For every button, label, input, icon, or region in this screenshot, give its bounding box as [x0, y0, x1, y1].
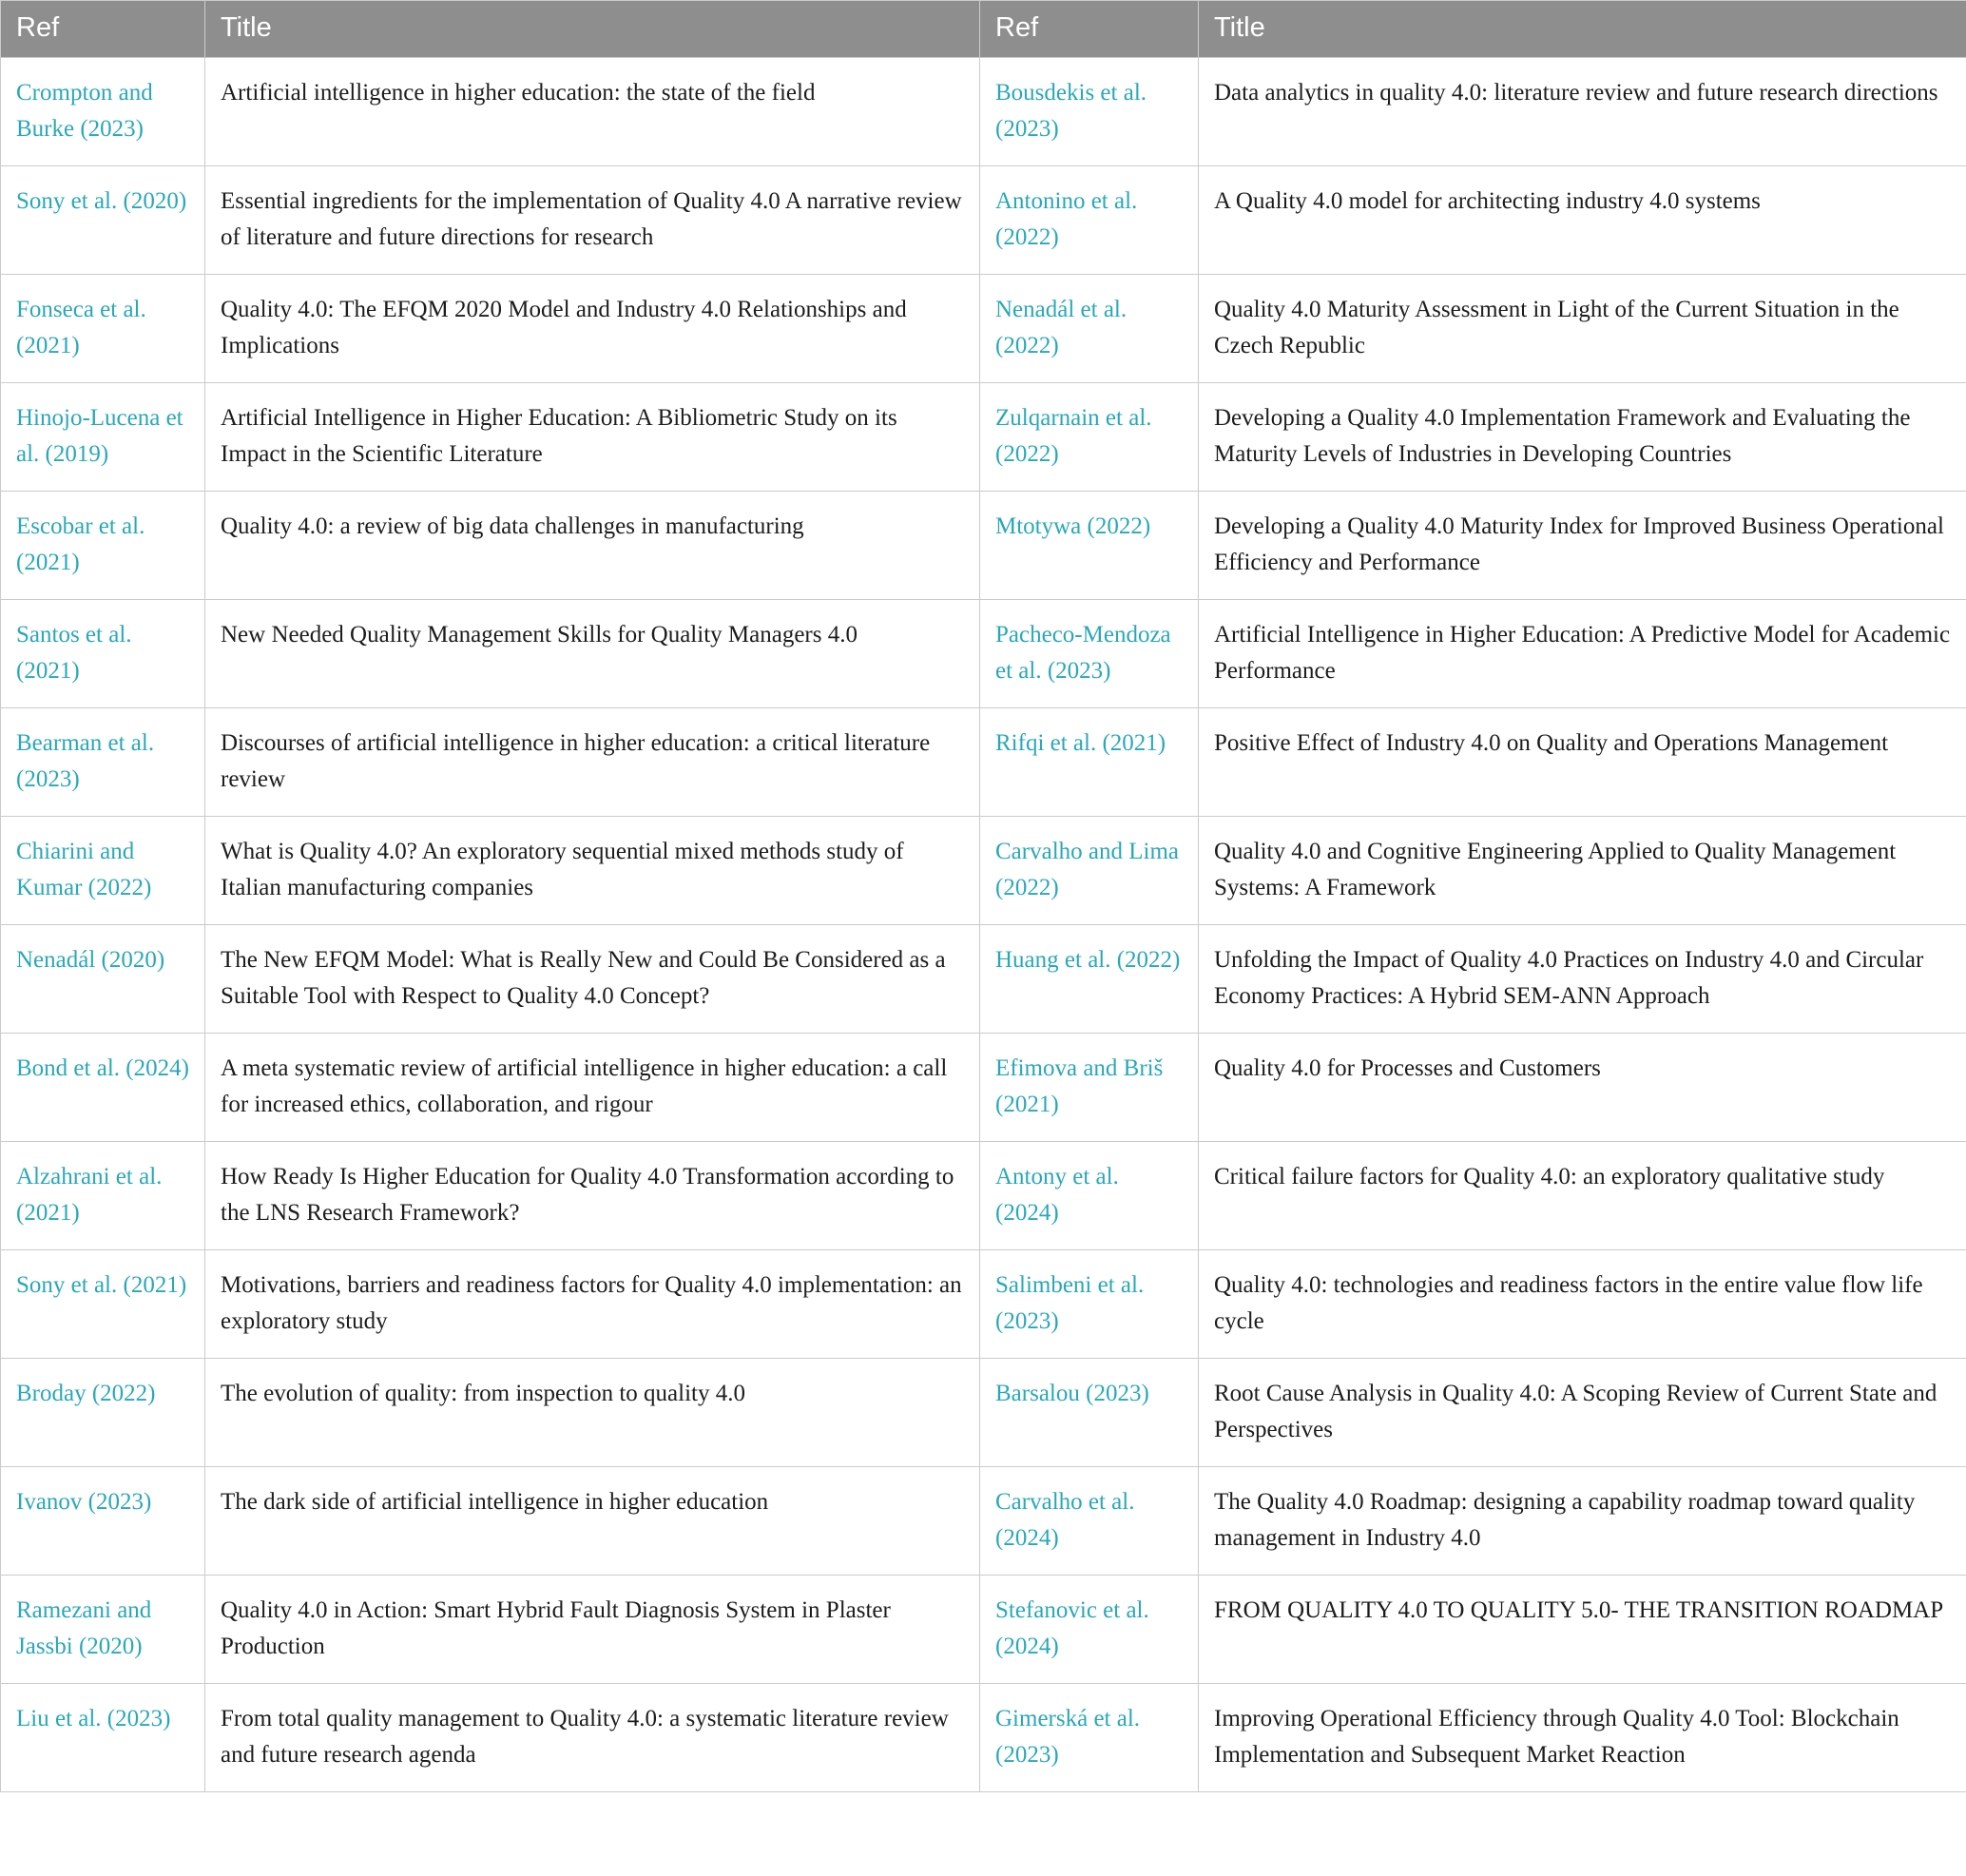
table-row — [1, 58, 1966, 166]
table-row — [1, 1576, 1966, 1684]
reference-link[interactable]: Nenadál (2020) — [16, 947, 165, 973]
ref-cell — [1, 1142, 205, 1250]
title-cell: Discourses of artificial intelligence in higher education: a critical literature review — [205, 708, 980, 817]
reference-link[interactable]: Ramezani and Jassbi (2020) — [16, 1597, 152, 1659]
title-cell: Artificial Intelligence in Higher Education: A Bibliometric Study on its Impact in the Scientific Literature — [205, 383, 980, 492]
reference-link[interactable]: Bond et al. (2024) — [16, 1055, 189, 1081]
reference-link[interactable]: Mtotywa (2022) — [995, 513, 1151, 539]
reference-link[interactable]: Broday (2022) — [16, 1381, 156, 1406]
ref-cell — [980, 1576, 1199, 1684]
table-row — [1, 1467, 1966, 1576]
ref-cell — [1, 1467, 205, 1576]
table-row — [1, 492, 1966, 600]
ref-cell — [980, 1250, 1199, 1359]
reference-link[interactable]: Chiarini and Kumar (2022) — [16, 839, 152, 900]
ref-cell — [1, 383, 205, 492]
ref-cell — [1, 1576, 205, 1684]
title-cell: Motivations, barriers and readiness factors for Quality 4.0 implementation: an exploratory study — [205, 1250, 980, 1359]
table-row — [1, 817, 1966, 925]
ref-cell — [1, 708, 205, 817]
title-cell: From total quality management to Quality 4.0: a systematic literature review and future research agenda — [205, 1684, 980, 1792]
ref-cell — [980, 166, 1199, 275]
title-cell: The dark side of artificial intelligence in higher education — [205, 1467, 980, 1576]
reference-link[interactable]: Liu et al. (2023) — [16, 1706, 171, 1731]
title-cell: Positive Effect of Industry 4.0 on Quality and Operations Management — [1199, 708, 1966, 817]
reference-link[interactable]: Sony et al. (2021) — [16, 1272, 187, 1298]
ref-cell — [1, 492, 205, 600]
title-cell: Quality 4.0: a review of big data challenges in manufacturing — [205, 492, 980, 600]
reference-link[interactable]: Carvalho et al. (2024) — [995, 1489, 1135, 1551]
table-body — [1, 58, 1966, 1792]
ref-cell — [1, 275, 205, 383]
ref-cell — [980, 383, 1199, 492]
table-row — [1, 1034, 1966, 1142]
reference-link[interactable]: Nenadál et al. (2022) — [995, 297, 1128, 358]
reference-link[interactable]: Bearman et al. (2023) — [16, 730, 155, 792]
column-header-title-left: Title — [205, 1, 980, 58]
table-row — [1, 925, 1966, 1034]
header-row — [1, 1, 1966, 58]
ref-cell — [980, 275, 1199, 383]
title-cell: A Quality 4.0 model for architecting industry 4.0 systems — [1199, 166, 1966, 275]
title-cell: Quality 4.0 in Action: Smart Hybrid Fault Diagnosis System in Plaster Production — [205, 1576, 980, 1684]
title-cell: Artificial intelligence in higher education: the state of the field — [205, 58, 980, 166]
reference-link[interactable]: Pacheco-Mendoza et al. (2023) — [995, 622, 1171, 684]
column-header-ref-left: Ref — [1, 1, 205, 58]
ref-cell — [980, 58, 1199, 166]
table-row — [1, 600, 1966, 708]
table-row — [1, 1142, 1966, 1250]
ref-cell — [980, 1467, 1199, 1576]
ref-cell — [1, 1034, 205, 1142]
title-cell: Improving Operational Efficiency through Quality 4.0 Tool: Blockchain Implementation and Subsequent Market Reaction — [1199, 1684, 1966, 1792]
title-cell: Quality 4.0: The EFQM 2020 Model and Industry 4.0 Relationships and Implications — [205, 275, 980, 383]
ref-cell — [980, 600, 1199, 708]
ref-cell — [1, 600, 205, 708]
ref-cell — [1, 925, 205, 1034]
reference-link[interactable]: Huang et al. (2022) — [995, 947, 1181, 973]
title-cell: Essential ingredients for the implementation of Quality 4.0 A narrative review of literature and future directions for research — [205, 166, 980, 275]
title-cell: A meta systematic review of artificial intelligence in higher education: a call for increased ethics, collaboration, and rigour — [205, 1034, 980, 1142]
reference-link[interactable]: Santos et al. (2021) — [16, 622, 132, 684]
ref-cell — [1, 1359, 205, 1467]
title-cell: Unfolding the Impact of Quality 4.0 Practices on Industry 4.0 and Circular Economy Practices: A Hybrid SEM-ANN Approach — [1199, 925, 1966, 1034]
reference-link[interactable]: Escobar et al. (2021) — [16, 513, 145, 575]
title-cell: Data analytics in quality 4.0: literature review and future research directions — [1199, 58, 1966, 166]
reference-link[interactable]: Antonino et al. (2022) — [995, 188, 1138, 250]
reference-link[interactable]: Sony et al. (2020) — [16, 188, 187, 214]
table-row — [1, 1359, 1966, 1467]
reference-link[interactable]: Zulqarnain et al. (2022) — [995, 405, 1152, 467]
title-cell: Developing a Quality 4.0 Implementation Framework and Evaluating the Maturity Levels of Industries in Developing Countries — [1199, 383, 1966, 492]
column-header-title-right: Title — [1199, 1, 1966, 58]
reference-link[interactable]: Ivanov (2023) — [16, 1489, 152, 1515]
reference-link[interactable]: Barsalou (2023) — [995, 1381, 1149, 1406]
title-cell: Root Cause Analysis in Quality 4.0: A Scoping Review of Current State and Perspectives — [1199, 1359, 1966, 1467]
title-cell: Developing a Quality 4.0 Maturity Index for Improved Business Operational Efficiency and Performance — [1199, 492, 1966, 600]
title-cell: Quality 4.0 for Processes and Customers — [1199, 1034, 1966, 1142]
ref-cell — [1, 58, 205, 166]
title-cell: The New EFQM Model: What is Really New and Could Be Considered as a Suitable Tool with Respect to Quality 4.0 Concept? — [205, 925, 980, 1034]
reference-link[interactable]: Rifqi et al. (2021) — [995, 730, 1166, 756]
reference-link[interactable]: Fonseca et al. (2021) — [16, 297, 146, 358]
title-cell: FROM QUALITY 4.0 TO QUALITY 5.0- THE TRANSITION ROADMAP — [1199, 1576, 1966, 1684]
title-cell: The Quality 4.0 Roadmap: designing a capability roadmap toward quality management in Industry 4.0 — [1199, 1467, 1966, 1576]
ref-cell — [1, 817, 205, 925]
ref-cell — [1, 1250, 205, 1359]
table-row — [1, 1684, 1966, 1792]
title-cell: New Needed Quality Management Skills for Quality Managers 4.0 — [205, 600, 980, 708]
reference-link[interactable]: Crompton and Burke (2023) — [16, 80, 153, 142]
title-cell: Critical failure factors for Quality 4.0: an exploratory qualitative study — [1199, 1142, 1966, 1250]
title-cell: Quality 4.0: technologies and readiness factors in the entire value flow life cycle — [1199, 1250, 1966, 1359]
title-cell: Quality 4.0 Maturity Assessment in Light of the Current Situation in the Czech Republic — [1199, 275, 1966, 383]
ref-cell — [1, 166, 205, 275]
table-row — [1, 383, 1966, 492]
reference-link[interactable]: Bousdekis et al. (2023) — [995, 80, 1147, 142]
title-cell: Quality 4.0 and Cognitive Engineering Applied to Quality Management Systems: A Framework — [1199, 817, 1966, 925]
reference-link[interactable]: Stefanovic et al. (2024) — [995, 1597, 1149, 1659]
ref-cell — [980, 925, 1199, 1034]
title-cell: What is Quality 4.0? An exploratory sequential mixed methods study of Italian manufacturing companies — [205, 817, 980, 925]
ref-cell — [980, 708, 1199, 817]
table-row — [1, 708, 1966, 817]
table-row — [1, 166, 1966, 275]
title-cell: Artificial Intelligence in Higher Education: A Predictive Model for Academic Performance — [1199, 600, 1966, 708]
ref-cell — [980, 492, 1199, 600]
reference-link[interactable]: Efimova and Briš (2021) — [995, 1055, 1164, 1117]
column-header-ref-right: Ref — [980, 1, 1199, 58]
table-row — [1, 275, 1966, 383]
reference-link[interactable]: Hinojo-Lucena et al. (2019) — [16, 405, 183, 467]
ref-cell — [980, 1684, 1199, 1792]
table-header — [1, 1, 1966, 58]
ref-cell — [980, 1034, 1199, 1142]
reference-link[interactable]: Salimbeni et al. (2023) — [995, 1272, 1145, 1334]
reference-link[interactable]: Alzahrani et al. (2021) — [16, 1164, 163, 1226]
table-row — [1, 1250, 1966, 1359]
reference-link[interactable]: Carvalho and Lima (2022) — [995, 839, 1179, 900]
ref-cell — [980, 1359, 1199, 1467]
title-cell: The evolution of quality: from inspection to quality 4.0 — [205, 1359, 980, 1467]
reference-link[interactable]: Gimerská et al. (2023) — [995, 1706, 1141, 1768]
ref-cell — [980, 817, 1199, 925]
title-cell: How Ready Is Higher Education for Quality 4.0 Transformation according to the LNS Research Framework? — [205, 1142, 980, 1250]
reference-link[interactable]: Antony et al. (2024) — [995, 1164, 1119, 1226]
ref-cell — [980, 1142, 1199, 1250]
ref-cell — [1, 1684, 205, 1792]
